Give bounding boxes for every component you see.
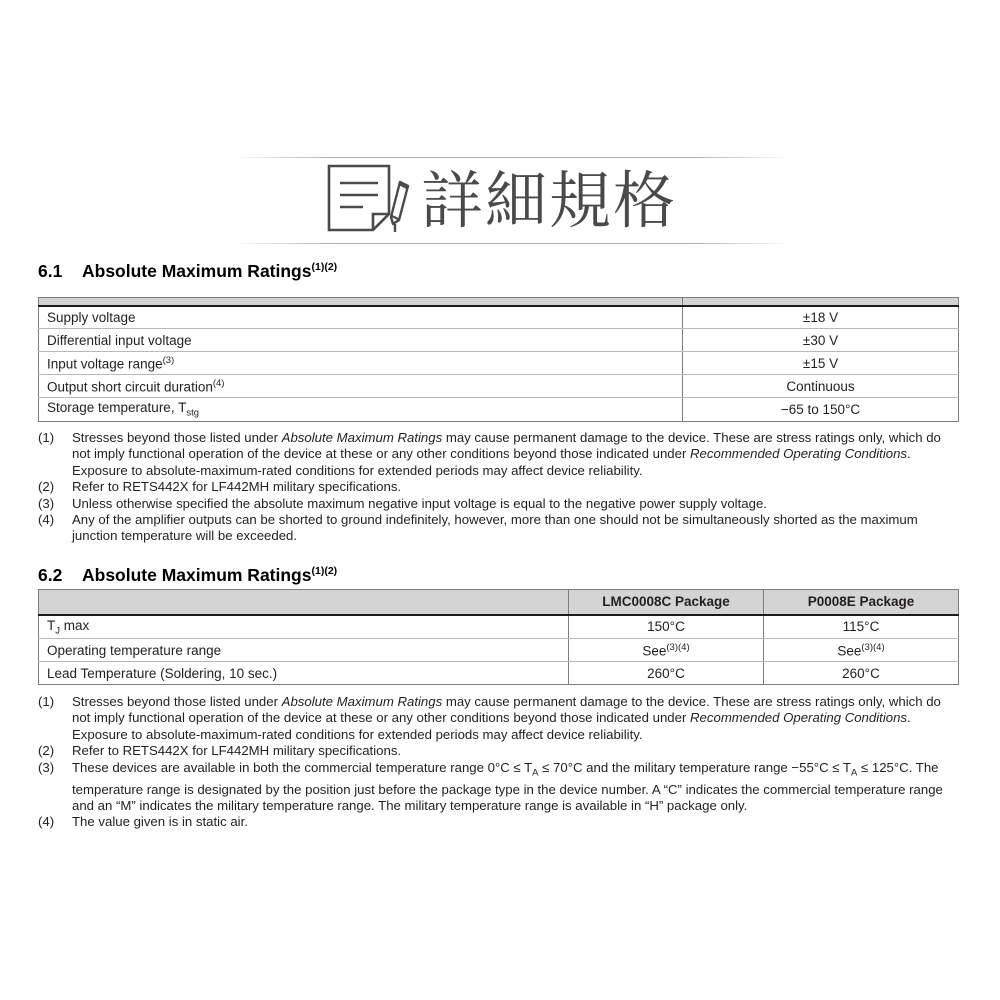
table-row	[39, 375, 959, 398]
row-value: ±15 V	[683, 352, 959, 375]
row-label-text: T	[47, 617, 56, 633]
row-label-text: Output short circuit duration	[47, 379, 213, 395]
footnote-item	[38, 760, 962, 815]
row-label-text: Input voltage range	[47, 356, 163, 372]
row-label: Supply voltage	[39, 306, 683, 329]
table-row	[39, 329, 959, 352]
row-label: Lead Temperature (Soldering, 10 sec.)	[39, 662, 569, 685]
footnote-marker: (2)	[38, 743, 55, 759]
footnote-marker: (3)	[38, 759, 55, 775]
row-label: Differential input voltage	[39, 329, 683, 352]
column-header-blank	[39, 590, 569, 615]
row-label-footnote-ref: (3)	[162, 354, 175, 366]
row-label	[39, 375, 683, 398]
table-row	[39, 639, 959, 662]
row-label-subscript: J	[55, 625, 60, 637]
footnotes-6-2	[38, 694, 962, 831]
row-value: 260°C	[764, 662, 959, 685]
section-number-6-1: 6.1	[38, 261, 63, 281]
footnote-text: Any of the amplifier outputs can be shorted to ground indefinitely, however, more than one should not be simultaneously shorted as the maximum junction temperature will be exceeded.	[72, 512, 918, 544]
footnote-item	[38, 496, 962, 512]
banner-rule-bottom	[232, 243, 792, 244]
table-header-row	[39, 590, 959, 615]
footnote-text: Unless otherwise specified the absolute maximum negative input voltage is equal to the negative power supply voltage.	[72, 495, 767, 511]
footnote-text: Refer to RETS442X for LF442MH military specifications.	[72, 479, 402, 495]
footnote-item	[38, 430, 962, 479]
row-value-footnote-ref: (3)(4)	[861, 641, 885, 653]
page-banner	[0, 155, 1000, 247]
table-row	[39, 615, 959, 639]
table-row	[39, 662, 959, 685]
footnote-item	[38, 694, 962, 743]
row-value: −65 to 150°C	[683, 398, 959, 422]
section-heading-6-1	[38, 261, 337, 282]
footnote-marker: (3)	[38, 495, 55, 511]
footnote-text: Stresses beyond those listed under Absolute Maximum Ratings may cause permanent damage to the device. These are stress ratings only, which do not imply functional operation of the device at these or any other conditions beyond those indicated under Recommended Operating Conditions. Exposure to absolute-maximum-rated conditions for extended periods may affect device reliability.	[72, 430, 941, 478]
row-value: 150°C	[569, 615, 764, 639]
row-label-text: Storage temperature, T	[47, 400, 187, 415]
table-header-strip	[39, 298, 959, 306]
footnote-marker: (1)	[38, 694, 55, 709]
column-header-p0008e: P0008E Package	[764, 590, 959, 615]
footnote-marker: (1)	[38, 430, 55, 445]
row-value: ±30 V	[683, 329, 959, 352]
row-label-tail: max	[60, 617, 90, 633]
footnote-text: The value given is in static air.	[72, 814, 248, 830]
footnote-item	[38, 814, 962, 830]
row-value-footnote-ref: (3)(4)	[666, 641, 690, 653]
footnotes-6-1	[38, 430, 962, 545]
document-pen-icon	[323, 162, 415, 241]
row-label	[39, 352, 683, 375]
footnote-marker: (4)	[38, 814, 55, 830]
row-value	[569, 639, 764, 662]
table-body-2	[39, 615, 959, 685]
row-value: Continuous	[683, 375, 959, 398]
section-title-6-1: Absolute Maximum Ratings	[82, 261, 312, 281]
footnote-item	[38, 512, 962, 545]
row-value-text: See	[642, 643, 667, 659]
footnote-marker: (4)	[38, 512, 55, 528]
section-title-6-2: Absolute Maximum Ratings	[82, 565, 312, 585]
row-label	[39, 398, 683, 422]
row-label-footnote-ref: (4)	[212, 377, 225, 389]
footnote-marker: (2)	[38, 479, 55, 495]
row-value: ±18 V	[683, 306, 959, 329]
table-row	[39, 352, 959, 375]
section-heading-6-2	[38, 565, 337, 586]
page-title: 詳細規格	[420, 164, 677, 237]
absolute-maximum-ratings-table-2	[38, 589, 959, 685]
section-title-superscripts-6-1: (1)(2)	[311, 261, 338, 274]
footnote-item	[38, 743, 962, 759]
section-title-superscripts-6-2: (1)(2)	[311, 565, 338, 578]
row-label-subscript: stg	[186, 407, 200, 419]
table-row	[39, 398, 959, 422]
table-row	[39, 306, 959, 329]
table-header-strip-left	[39, 298, 683, 306]
row-value: 115°C	[764, 615, 959, 639]
banner-rule-top	[232, 157, 792, 158]
footnote-text: Stresses beyond those listed under Absolute Maximum Ratings may cause permanent damage to the device. These are stress ratings only, which do not imply functional operation of the device at these or any other conditions beyond those indicated under Recommended Operating Conditions. Exposure to absolute-maximum-rated conditions for extended periods may affect device reliability.	[72, 694, 941, 742]
table-header-strip-right	[683, 298, 959, 306]
row-value	[764, 639, 959, 662]
absolute-maximum-ratings-table-1	[38, 297, 959, 422]
table-body-1	[39, 306, 959, 422]
footnote-text: Refer to RETS442X for LF442MH military specifications.	[72, 743, 402, 759]
row-label	[39, 615, 569, 639]
footnote-text: These devices are available in both the commercial temperature range $0^\circ C \le T_A \le 70^\circ C$ and the military temperature range $-55^\circ C \le T_A \le 125^\circ C$. The temperature range is designated by the position just before the package type in the device number. A “C” indicates the commercial temperature range and an “M” indicates the military temperature range. The military temperature range is available in “H” package only.	[72, 759, 943, 814]
column-header-lmc0008c: LMC0008C Package	[569, 590, 764, 615]
footnote-item	[38, 479, 962, 495]
row-value: 260°C	[569, 662, 764, 685]
banner-inner	[323, 162, 677, 241]
row-value-text: See	[837, 643, 862, 659]
row-label: Operating temperature range	[39, 639, 569, 662]
section-number-6-2: 6.2	[38, 565, 63, 585]
